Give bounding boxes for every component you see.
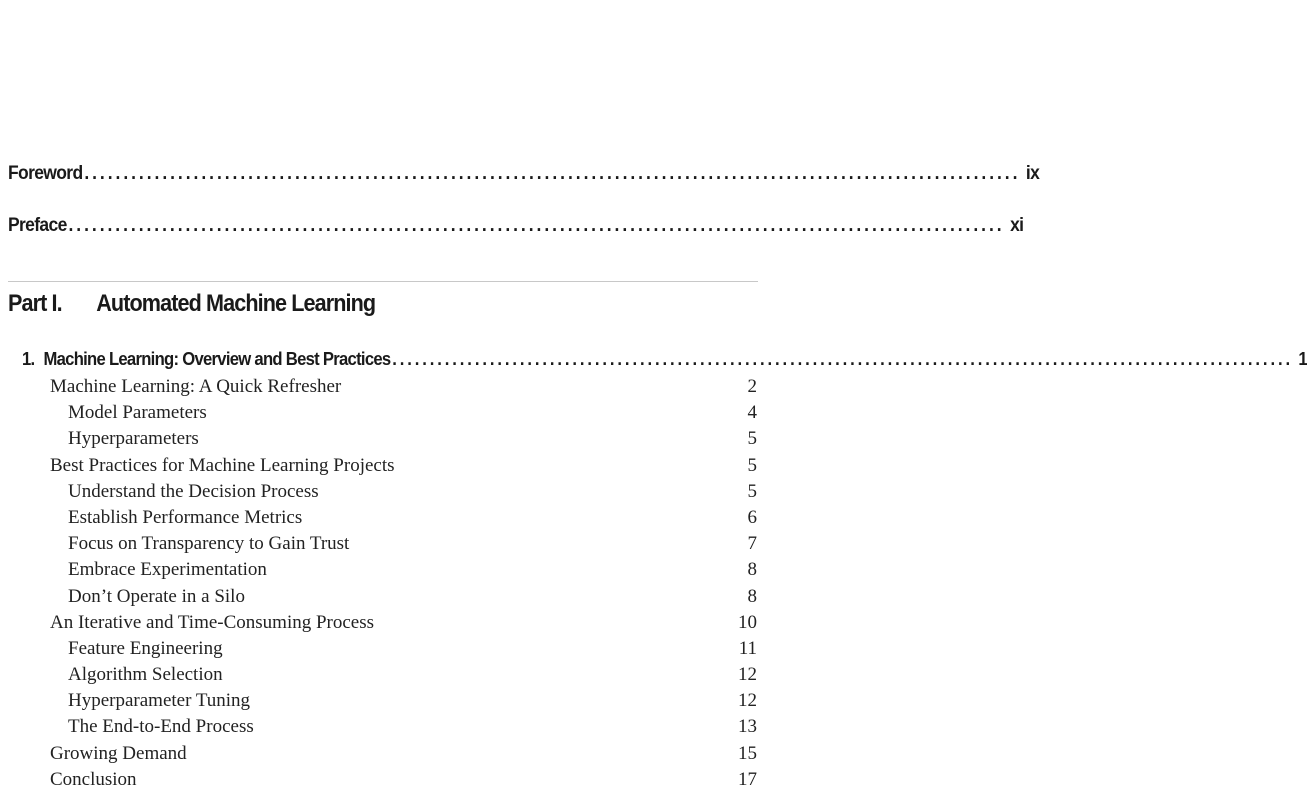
toc-section-entry[interactable] (0, 769, 800, 795)
toc-section-page: 7 (747, 533, 757, 555)
toc-section-page: 2 (747, 376, 757, 397)
toc-section-entry[interactable] (0, 664, 800, 690)
toc-section-page: 17 (738, 768, 757, 790)
toc-section-page: 5 (747, 480, 757, 502)
toc-section-entry[interactable] (0, 402, 800, 428)
toc-entry-foreword[interactable] (8, 163, 1040, 185)
chapter-number: 1. (22, 348, 35, 369)
toc-section-entry[interactable] (0, 507, 800, 533)
toc-section-title: Machine Learning: A Quick Refresher (50, 376, 342, 397)
toc-section-entry[interactable] (0, 533, 800, 559)
toc-section-page: 5 (747, 428, 757, 450)
toc-section-title: Focus on Transparency to Gain Trust (68, 533, 350, 555)
toc-section-list (0, 376, 800, 795)
section-divider (8, 281, 758, 282)
dot-leader: ........................................................................................................................ (84, 163, 1021, 184)
toc-section-title: Hyperparameters (68, 428, 199, 450)
toc-section-title: Growing Demand (50, 742, 187, 764)
toc-section-page: 13 (738, 716, 757, 738)
toc-section-title: Don’t Operate in a Silo (68, 585, 245, 607)
toc-section-title: Hyperparameter Tuning (68, 690, 251, 712)
toc-chapter-entry[interactable] (22, 348, 1307, 370)
toc-section-entry[interactable] (0, 638, 800, 664)
toc-section-entry[interactable] (0, 612, 800, 638)
toc-section-entry[interactable] (0, 376, 800, 402)
toc-section-title: An Iterative and Time-Consuming Process (50, 611, 375, 633)
toc-section-page: 5 (747, 454, 757, 476)
toc-section-title: Embrace Experimentation (68, 559, 267, 581)
part-heading (8, 290, 375, 318)
toc-section-title: The End-to-End Process (68, 716, 254, 738)
toc-entry-preface[interactable] (8, 215, 1024, 237)
toc-section-entry[interactable] (0, 481, 800, 507)
toc-section-title: Conclusion (50, 768, 137, 790)
toc-section-title: Feature Engineering (68, 637, 223, 659)
toc-entry-page: xi (1010, 215, 1024, 236)
toc-section-page: 8 (747, 559, 757, 581)
dot-leader: ........................................................................................................................ (392, 348, 1293, 369)
toc-section-title: Understand the Decision Process (68, 480, 319, 502)
toc-entry-title: Preface (8, 215, 67, 236)
toc-section-page: 12 (738, 664, 757, 686)
toc-section-page: 8 (747, 585, 757, 607)
toc-section-title: Best Practices for Machine Learning Projects (50, 454, 395, 476)
toc-section-entry[interactable] (0, 716, 800, 742)
toc-section-entry[interactable] (0, 455, 800, 481)
toc-section-title: Model Parameters (68, 402, 207, 424)
toc-section-title: Algorithm Selection (68, 664, 223, 686)
chapter-title: Machine Learning: Overview and Best Practices (43, 348, 391, 369)
toc-entry-page: ix (1025, 163, 1040, 184)
dot-leader: ........................................................................................................................ (68, 215, 1005, 236)
toc-section-page: 12 (738, 690, 757, 712)
toc-section-entry[interactable] (0, 743, 800, 769)
toc-entry-title: Foreword (8, 163, 83, 184)
toc-section-page: 15 (738, 742, 757, 764)
toc-section-page: 10 (738, 611, 757, 633)
toc-section-entry[interactable] (0, 559, 800, 585)
toc-section-page: 11 (738, 637, 757, 659)
toc-section-page: 6 (747, 506, 757, 528)
part-title: Automated Machine Learning (96, 290, 376, 317)
toc-section-entry[interactable] (0, 690, 800, 716)
toc-section-entry[interactable] (0, 428, 800, 454)
toc-section-title: Establish Performance Metrics (68, 506, 303, 528)
chapter-page: 1 (1298, 348, 1307, 369)
part-label: Part I. (8, 290, 62, 317)
toc-section-entry[interactable] (0, 586, 800, 612)
toc-section-page: 4 (747, 402, 757, 424)
